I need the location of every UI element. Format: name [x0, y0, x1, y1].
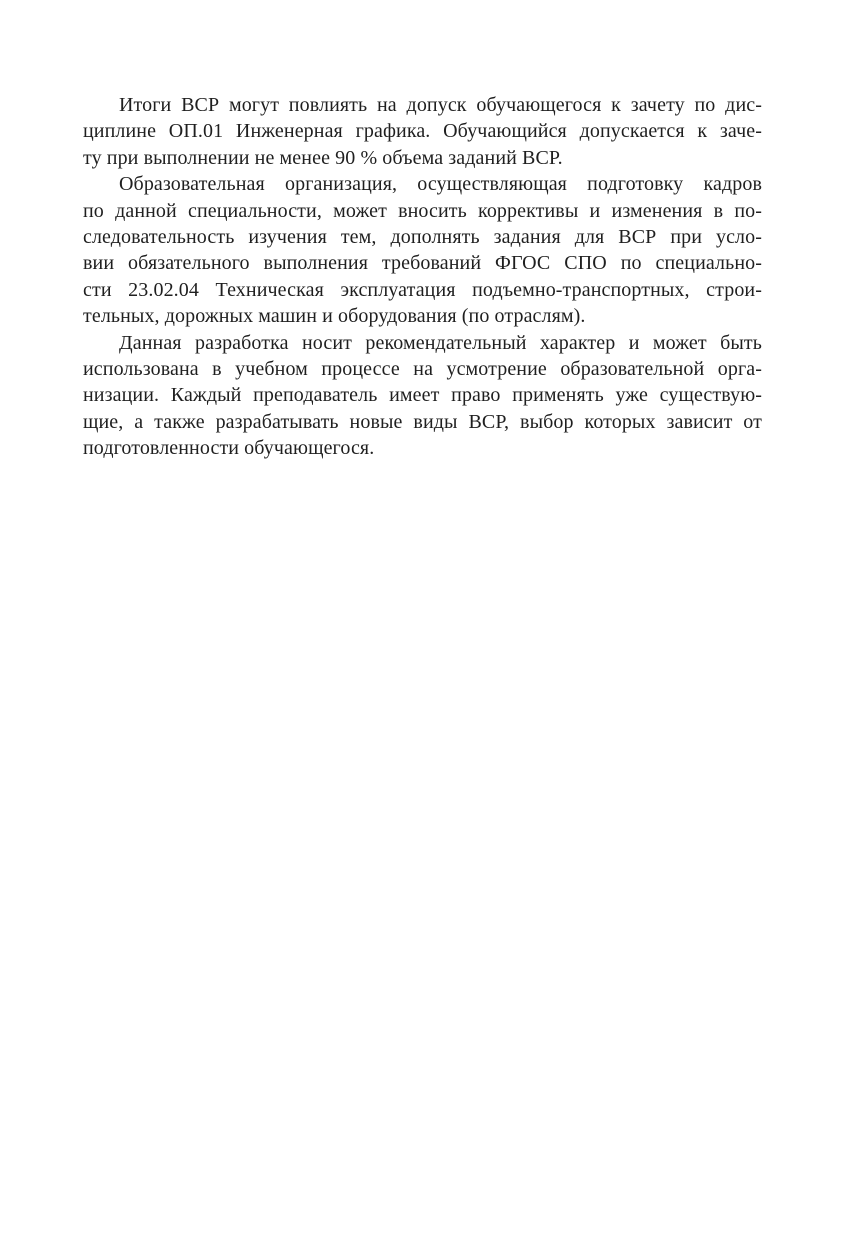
text-line: подготовленности обучающегося.	[83, 437, 375, 460]
text-line: ту при выполнении не менее 90 % объема заданий ВСР.	[83, 146, 563, 169]
text-line: сти 23.02.04 Техническая эксплуатация подъемно-транспортных, строи-	[83, 278, 762, 301]
text-line: следовательность изучения тем, дополнять задания для ВСР при усло-	[83, 226, 762, 249]
text-line: циплине ОП.01 Инженерная графика. Обучающийся допускается к заче-	[83, 120, 762, 143]
text-line: Итоги ВСР могут повлиять на допуск обучающегося к зачету по дис-	[119, 94, 762, 116]
text-line: вии обязательного выполнения требований ФГОС СПО по специально-	[83, 252, 762, 275]
paragraph	[83, 330, 762, 462]
paragraph	[83, 92, 762, 171]
paragraph	[83, 171, 762, 329]
text-block	[83, 92, 762, 462]
text-line: Образовательная организация, осуществляющая подготовку кадров	[119, 173, 762, 196]
text-line: тельных, дорожных машин и оборудования (по отраслям).	[83, 305, 586, 328]
text-line: использована в учебном процессе на усмотрение образовательной орга-	[83, 358, 762, 381]
text-line: низации. Каждый преподаватель имеет право применять уже существую-	[83, 384, 762, 407]
text-line: по данной специальности, может вносить коррективы и изменения в по-	[83, 199, 762, 222]
text-line: Данная разработка носит рекомендательный характер и может быть	[119, 331, 762, 354]
text-line: щие, а также разрабатывать новые виды ВСР, выбор которых зависит от	[83, 410, 762, 433]
